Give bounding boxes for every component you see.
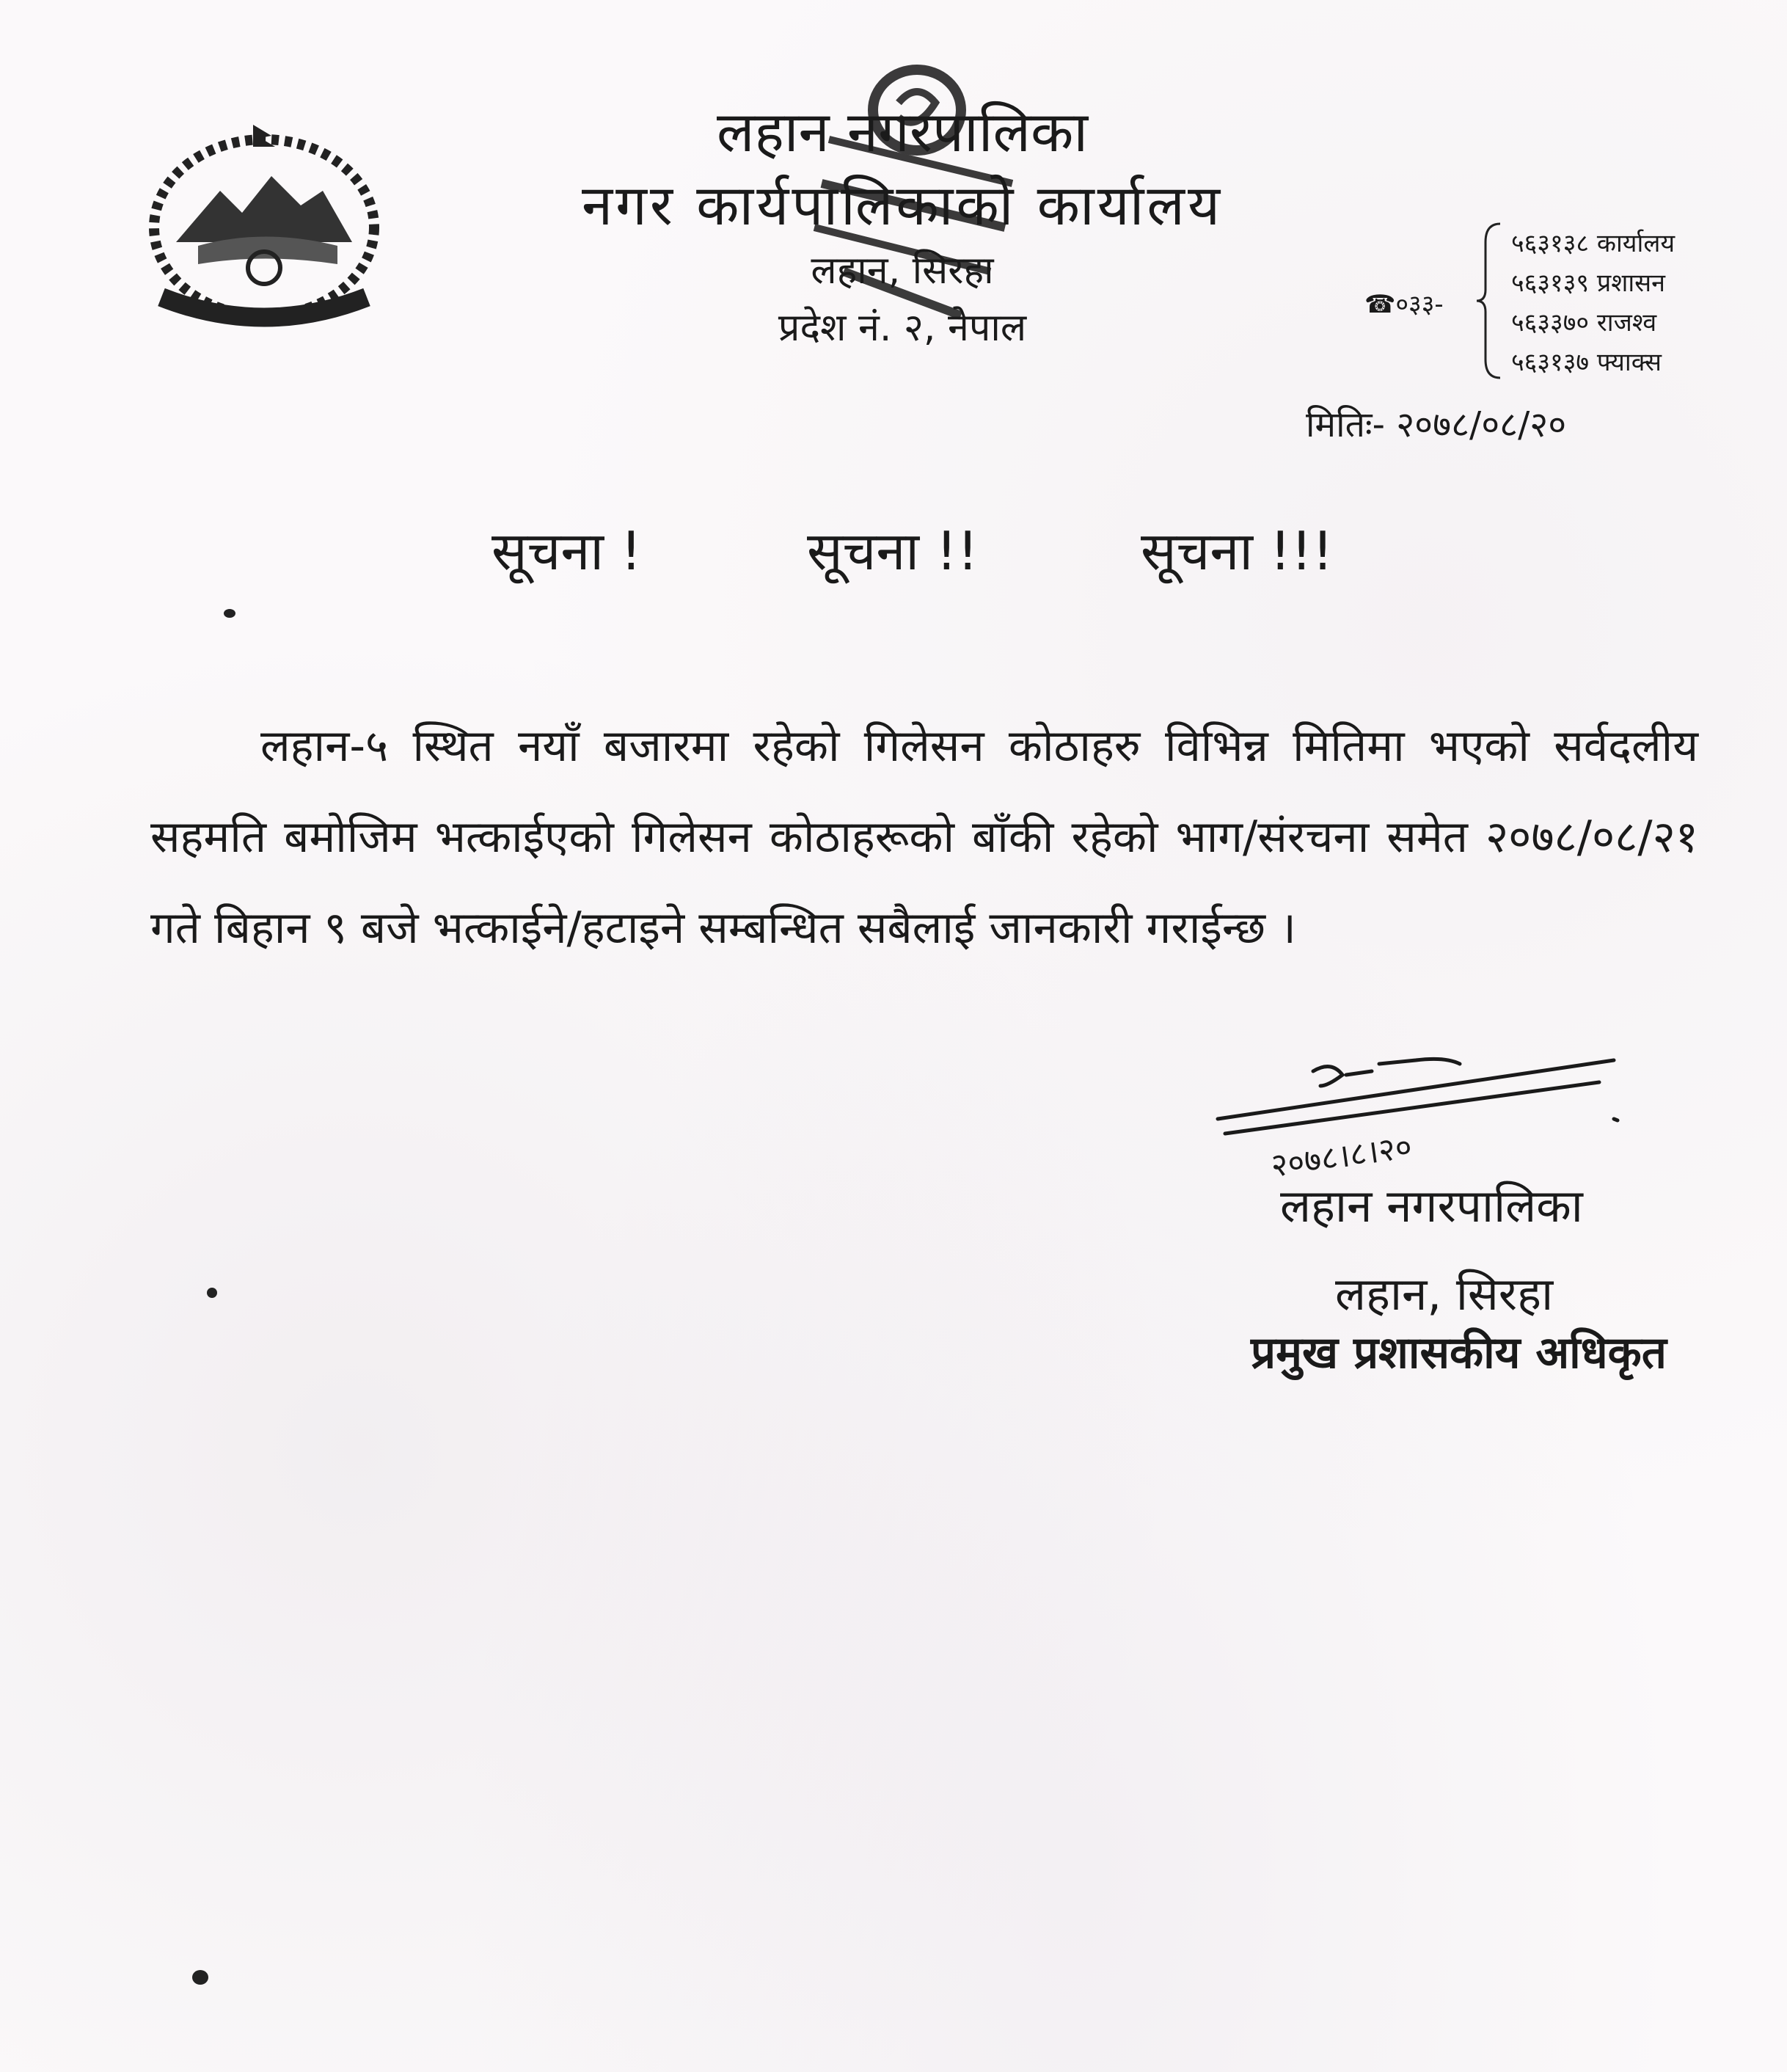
contact-block bbox=[1364, 220, 1717, 389]
phone-row: ५६३१३९ प्रशासन bbox=[1511, 269, 1666, 298]
office-province: प्रदेश नं. २, नेपाल bbox=[778, 306, 1027, 350]
phone-row: ५६३१३८ कार्यालय bbox=[1511, 229, 1675, 258]
notice-heading: सूचना !!! bbox=[1141, 520, 1334, 582]
signature-date: २०७८।८।२० bbox=[1268, 1128, 1414, 1185]
municipality-name: लहान नगरपालिका bbox=[716, 99, 1089, 164]
notice-body: लहान-५ स्थित नयाँ बजारमा रहेको गिलेसन कोठाहरु विभिन्न मितिमा भएको सर्वदलीय सहमति बमोजिम भत्काईएको गिलेसन कोठाहरूको बाँकी रहेको भाग/संरचना समेत २०७८/०८/२१ गते बिहान ९ बजे भत्काईने/हटाइने सम्बन्धित सबैलाई जानकारी गराईन्छ । bbox=[150, 721, 1698, 954]
notice-heading: सूचना !! bbox=[807, 520, 979, 582]
notice-heading: सूचना ! bbox=[491, 520, 642, 582]
paper-speck bbox=[207, 1288, 217, 1298]
paper-speck bbox=[224, 609, 235, 618]
office-location: लहान, सिरहा bbox=[811, 249, 994, 293]
signatory-location: लहान, सिरहा bbox=[1335, 1267, 1554, 1321]
paper-speck bbox=[192, 1970, 208, 1985]
brace-icon bbox=[1474, 220, 1504, 382]
phone-prefix: ☎०३३- bbox=[1364, 290, 1444, 319]
official-stamp bbox=[770, 51, 1049, 360]
office-name: नगर कार्यपालिकाको कार्यालय bbox=[581, 172, 1224, 238]
phone-list bbox=[1511, 224, 1675, 382]
phone-row: ५६३३७० राजश्व bbox=[1511, 308, 1657, 338]
signatory-title: प्रमुख प्रशासकीय अधिकृत bbox=[1251, 1327, 1667, 1379]
letter-date: मितिः- २०७८/०८/२० bbox=[1306, 404, 1567, 445]
nepal-emblem bbox=[132, 117, 396, 338]
signatory-office: लहान नगरपालिका bbox=[1280, 1179, 1583, 1233]
phone-row: ५६३१३७ फ्याक्स bbox=[1511, 348, 1662, 377]
